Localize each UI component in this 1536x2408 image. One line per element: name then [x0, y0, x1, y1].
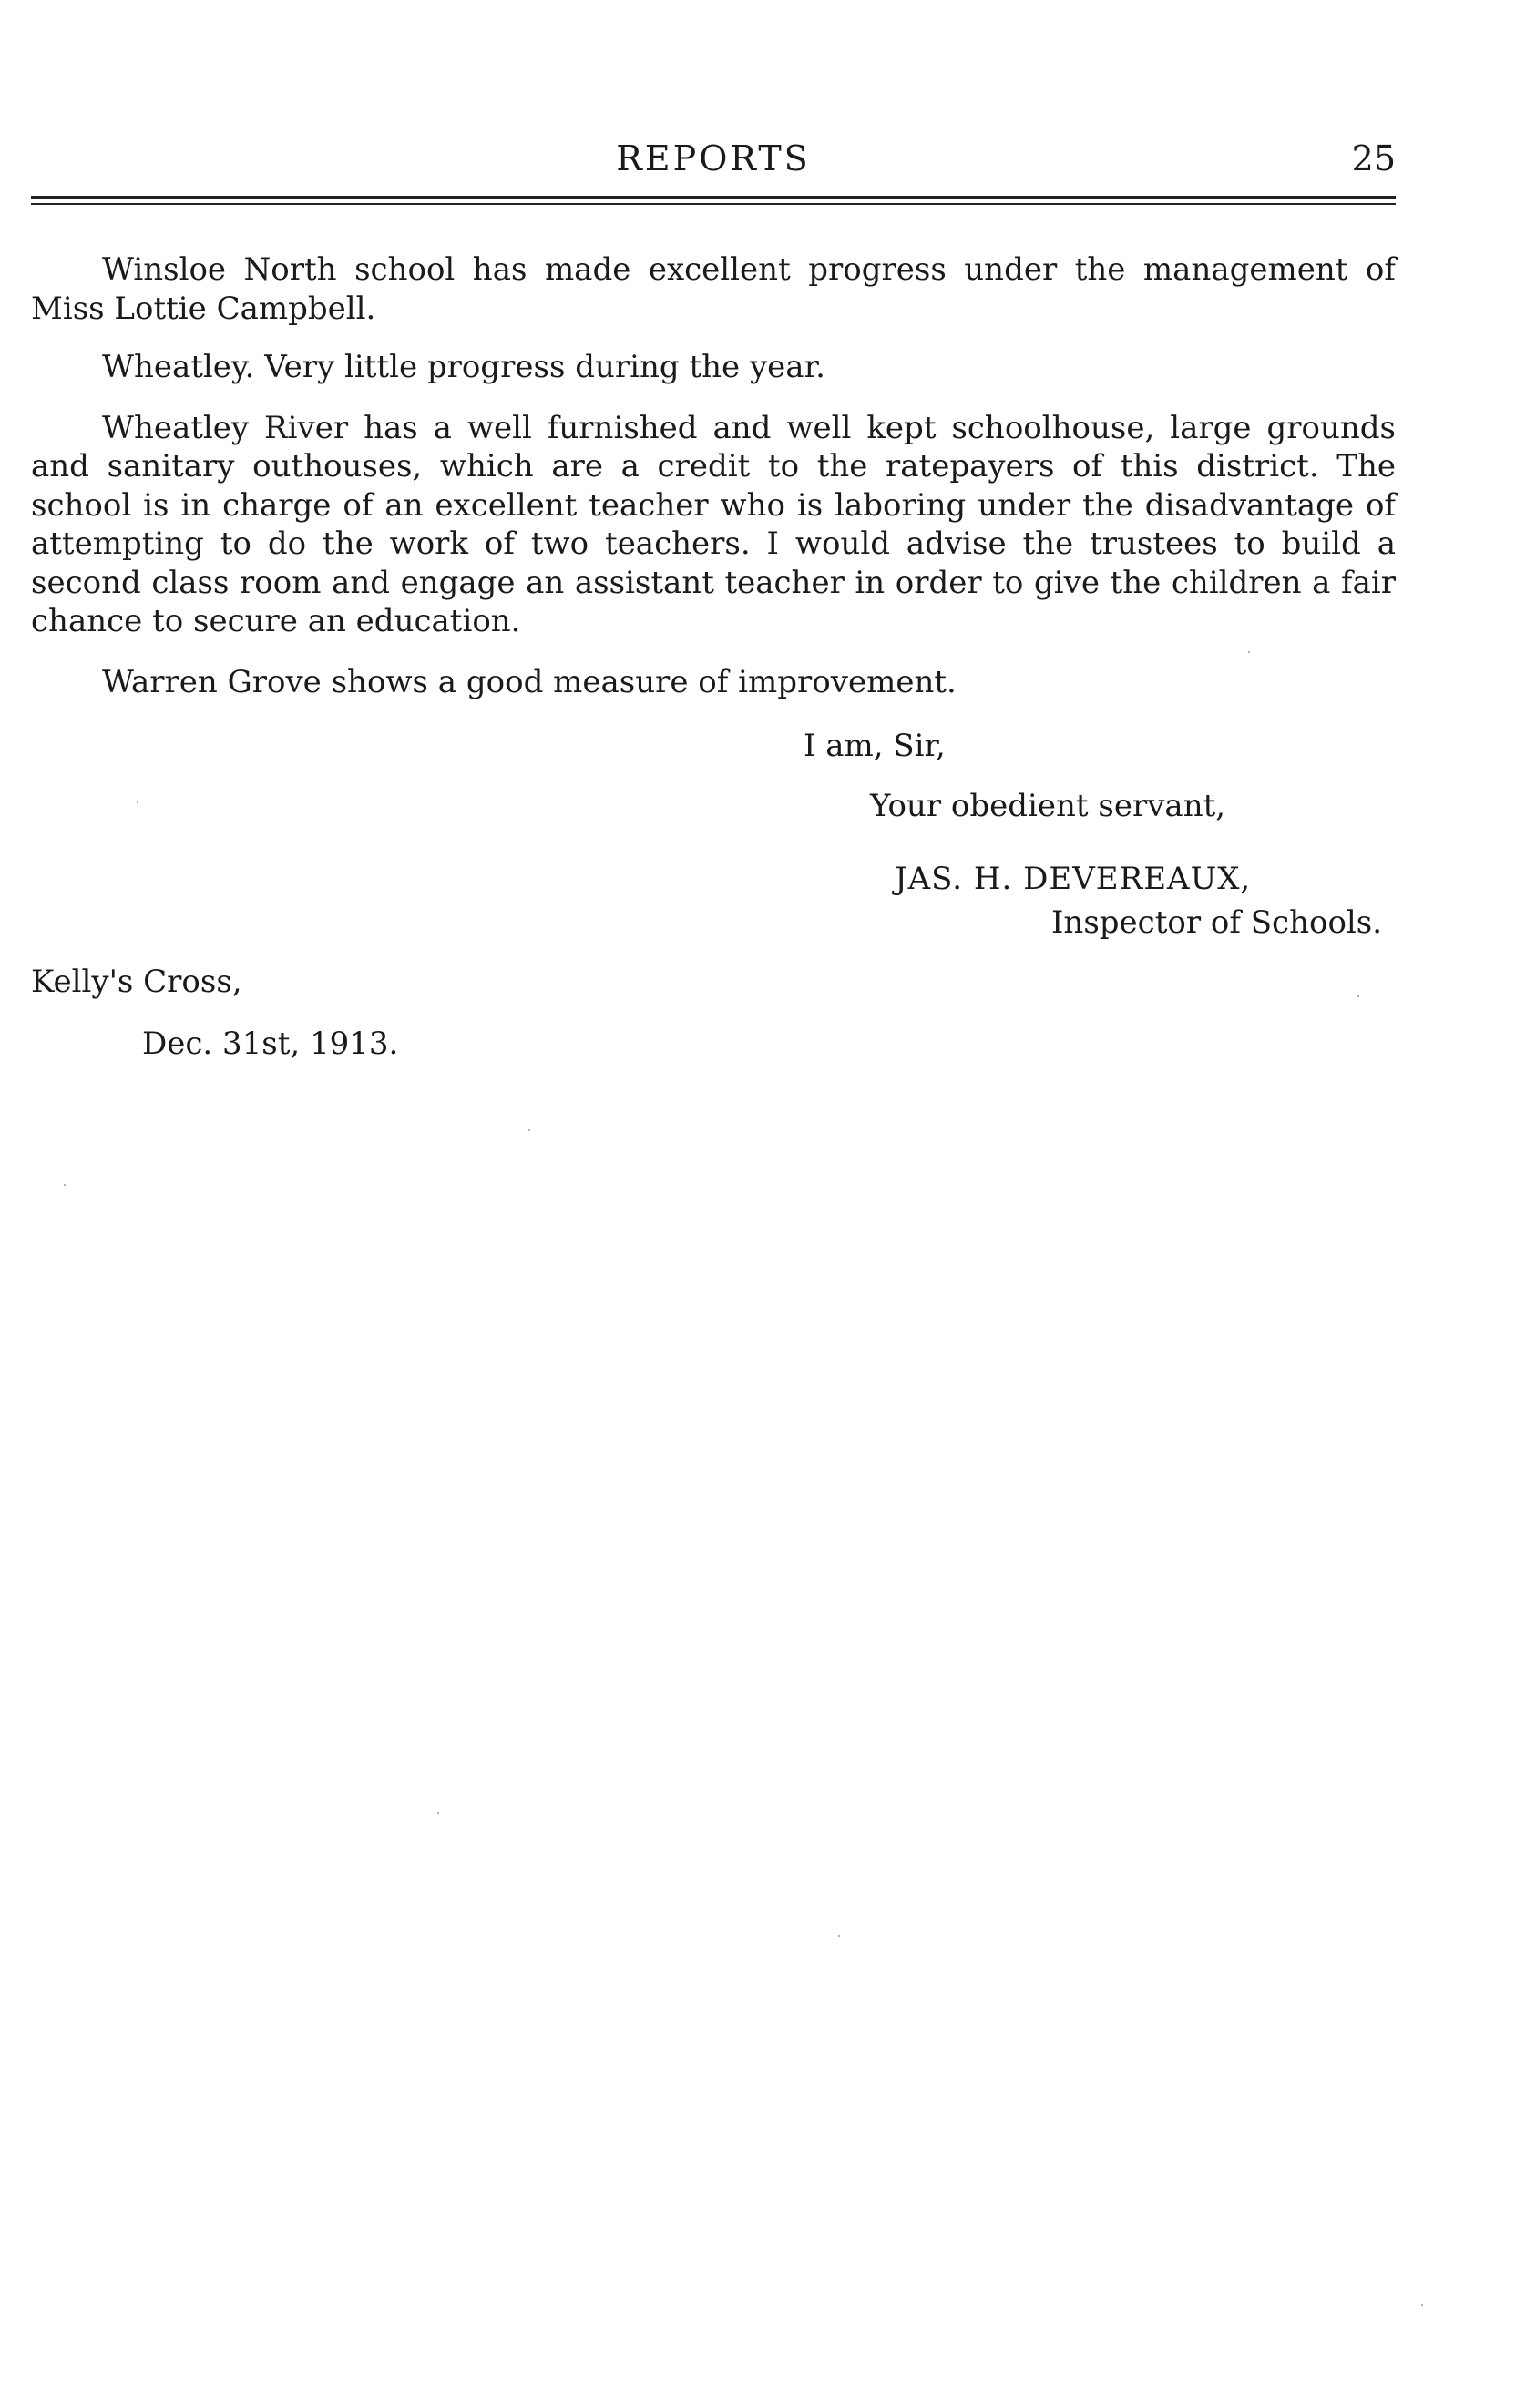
paragraph-wheatley: Wheatley. Very little progress during the year. [102, 349, 825, 385]
paragraph-winsloe-north: Winsloe North school has made excellent progress under the management of Miss Lottie Campbell. [31, 251, 1396, 327]
valediction: Your obedient servant, [870, 788, 1226, 824]
page-header [31, 138, 1396, 193]
header-rule-top [31, 196, 1396, 199]
salutation: I am, Sir, [804, 728, 946, 764]
date-line: Dec. 31st, 1913. [142, 1025, 399, 1062]
header-rule-bottom [31, 203, 1396, 205]
signature-title: Inspector of Schools. [1051, 904, 1383, 941]
page-number: 25 [1351, 138, 1396, 179]
place-line: Kelly's Cross, [31, 964, 242, 1000]
paragraph-warren-grove: Warren Grove shows a good measure of improvement. [102, 663, 957, 700]
report-body [31, 250, 1396, 723]
running-head: REPORTS [616, 138, 811, 179]
signature-name: JAS. H. DEVEREAUX, [895, 861, 1252, 897]
paragraph-wheatley-river: Wheatley River has a well furnished and well kept schoolhouse, large grounds and sanitary outhouses, which are a credit to the ratepayers of this district. The school is in charge of an excellent teacher who is laboring under the disadvantage of attempting to do the work of two teachers. I would advise the trustees to build a second class room and engage an assistant teacher in order to give the children a fair chance to secure an education. [31, 409, 1396, 639]
